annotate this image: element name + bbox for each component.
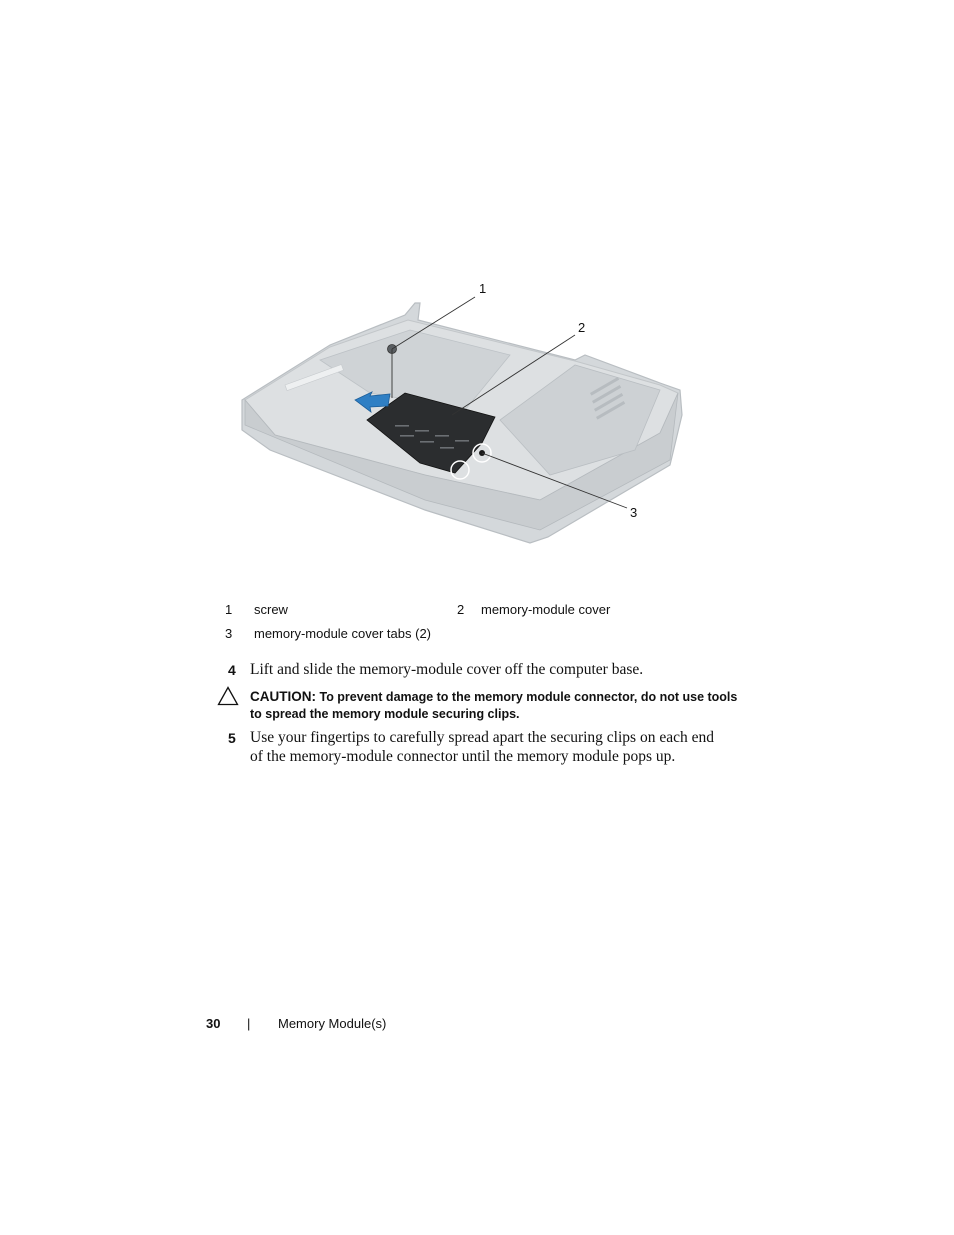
callout-1: 1	[479, 281, 487, 296]
callout-3: 3	[630, 505, 638, 520]
legend-num-3: 3	[225, 626, 233, 641]
callout-2: 2	[578, 320, 586, 335]
step-5-text-line-1: Use your fingertips to carefully spread apart the securing clips on each end	[250, 729, 714, 746]
footer-section-title: Memory Module(s)	[278, 1016, 387, 1031]
caution-line-1	[250, 689, 737, 705]
legend-num-1: 1	[225, 602, 233, 617]
page-number: 30	[206, 1016, 221, 1031]
caution-text-1: To prevent damage to the memory module connector, do not use tools	[319, 690, 738, 704]
legend-label-1: screw	[254, 602, 288, 617]
caution-text-2: to spread the memory module securing clips.	[250, 707, 520, 721]
step-5-text-line-2: of the memory-module connector until the memory module pops up.	[250, 748, 676, 765]
caution-triangle-icon	[217, 686, 239, 706]
legend-label-2: memory-module cover	[481, 602, 611, 617]
caution-lead: CAUTION:	[250, 689, 316, 704]
step-4-number: 4	[228, 662, 236, 678]
step-5-number: 5	[228, 730, 236, 746]
legend-label-3: memory-module cover tabs (2)	[254, 626, 431, 641]
step-4-text: Lift and slide the memory-module cover off the computer base.	[250, 661, 644, 678]
footer-separator: |	[247, 1016, 251, 1031]
legend-num-2: 2	[457, 602, 465, 617]
